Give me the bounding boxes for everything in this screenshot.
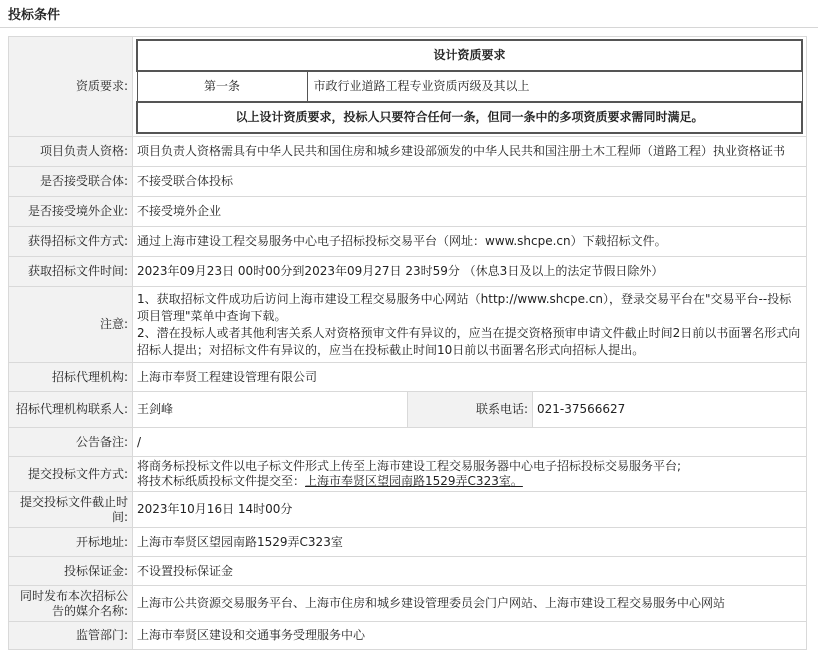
submit-suffix: 。 [510,474,523,488]
deposit-value: 不设置投标保证金 [133,557,807,586]
overseas-value: 不接受境外企业 [133,197,807,227]
notice-label: 注意: [9,287,133,363]
phone-label: 联系电话: [408,392,533,428]
qualification-row [9,37,807,137]
qualification-label: 资质要求: [9,37,133,137]
remark-value: / [133,428,807,457]
remark-label: 公告备注: [9,428,133,457]
agency-contact-label: 招标代理机构联系人: [9,392,133,428]
notice-item-1: 1、获取招标文件成功后访问上海市建设工程交易服务中心网站（http://www.shcpe.cn），登录交易平台在"交易平台--投标项目管理"菜单中查询下载。 [137,291,792,323]
clause-number: 第一条 [137,71,307,102]
qualification-footer: 以上设计资质要求，投标人只要符合任何一条，但同一条中的多项资质要求需同时满足。 [137,102,802,133]
tender-conditions-table [8,36,807,650]
submit-method-line-1: 将商务标投标文件以电子标文件形式上传至上海市建设工程交易服务器中心电子招标投标交易服务平台; [137,459,682,473]
submit-method-value [133,457,807,492]
qualification-table [136,39,803,134]
opening-label: 开标地址: [9,528,133,557]
obtain-time-label: 获取招标文件时间: [9,257,133,287]
agency-value: 上海市奉贤工程建设管理有限公司 [133,363,807,392]
obtain-time-value: 2023年09月23日 00时00分到2023年09月27日 23时59分 （休息3日及以上的法定节假日除外） [133,257,807,287]
consortium-label: 是否接受联合体: [9,167,133,197]
notice-item-2: 2、潜在投标人或者其他利害关系人对资格预审文件有异议的，应当在提交资格预审申请文件截止时间2日前以书面署名形式向招标人提出；对招标文件有异议的，应当在投标截止时间10日前以书面署名形式向招标人提出。 [137,325,801,357]
qualification-table-header: 设计资质要求 [137,40,802,71]
obtain-method-label: 获得招标文件方式: [9,227,133,257]
section-title: 投标条件 [8,8,61,23]
supervisor-value: 上海市奉贤区建设和交通事务受理服务中心 [133,622,807,650]
title-divider [0,27,818,28]
manager-value: 项目负责人资格需具有中华人民共和国住房和城乡建设部颁发的中华人民共和国注册土木工程师（道路工程）执业资格证书 [133,137,807,167]
consortium-value: 不接受联合体投标 [133,167,807,197]
submit-prefix: 将技术标纸质投标文件提交至： [137,474,306,488]
submit-method-line-2 [137,474,802,489]
media-value: 上海市公共资源交易服务平台、上海市住房和城乡建设管理委员会门户网站、上海市建设工程交易服务中心网站 [133,586,807,622]
supervisor-label: 监管部门: [9,622,133,650]
clause-text: 市政行业道路工程专业资质丙级及其以上 [307,71,802,102]
submit-address: 上海市奉贤区望园南路1529弄C323室 [305,474,511,488]
opening-value: 上海市奉贤区望园南路1529弄C323室 [133,528,807,557]
submit-method-label: 提交投标文件方式: [9,457,133,492]
manager-label: 项目负责人资格: [9,137,133,167]
phone-value: 021-37566627 [533,392,807,428]
overseas-label: 是否接受境外企业: [9,197,133,227]
agency-contact-value: 王剑峰 [133,392,408,428]
notice-content [133,287,807,363]
agency-label: 招标代理机构: [9,363,133,392]
deposit-label: 投标保证金: [9,557,133,586]
deadline-value: 2023年10月16日 14时00分 [133,492,807,528]
media-label: 同时发布本次招标公告的媒介名称: [9,586,133,622]
obtain-method-value: 通过上海市建设工程交易服务中心电子招标投标交易平台（网址：www.shcpe.cn）下载招标文件。 [133,227,807,257]
deadline-label: 提交投标文件截止时间: [9,492,133,528]
